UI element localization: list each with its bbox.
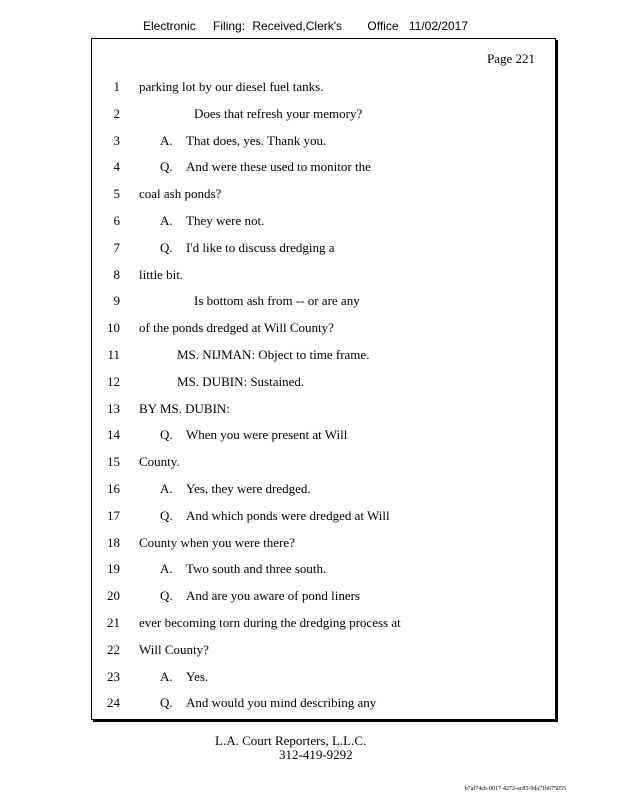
qa-label: A. [160, 132, 173, 148]
line-text: BY MS. DUBIN: [139, 400, 230, 416]
qa-text: When you were present at Will [186, 427, 348, 443]
qa-label: A. [160, 213, 173, 228]
qa-label: Q. [160, 427, 173, 443]
line-text: of the ponds dredged at Will County? [139, 320, 334, 336]
line-text [160, 669, 208, 685]
footer-company: L.A. Court Reporters, L.L.C. [215, 733, 367, 748]
line-text [160, 561, 326, 577]
line-number: 13 [107, 400, 120, 416]
line-number: 10 [107, 320, 120, 336]
line-text: Will County? [139, 641, 209, 657]
line-number: 14 [107, 427, 120, 443]
line-text [160, 695, 376, 711]
qa-label: Q. [160, 588, 173, 604]
line-number: 22 [107, 641, 120, 657]
line-number: 16 [107, 481, 120, 496]
line-text: County when you were there? [139, 534, 295, 550]
document-hash: b7af74cb-0017-4273-ac85-9da71b675055 [464, 786, 566, 792]
qa-label: A. [160, 561, 173, 577]
line-number: 7 [113, 239, 120, 255]
line-text: Is bottom ash from -- or are any [194, 293, 360, 309]
filing-header-received: Received,Clerk's [252, 19, 343, 33]
qa-text: I'd like to discuss dredging a [186, 239, 335, 255]
line-text [160, 133, 326, 149]
filing-header [143, 19, 468, 33]
line-number: 17 [107, 507, 120, 523]
qa-text: Yes, they were dredged. [186, 481, 311, 496]
filing-header-electronic: Electronic [143, 19, 196, 33]
page-number: Page 221 [486, 51, 535, 66]
transcript-page [91, 38, 556, 720]
line-number: 8 [113, 266, 120, 282]
filing-header-office: Office [367, 19, 399, 33]
line-number: 23 [107, 668, 120, 684]
line-text: MS. NIJMAN: Object to time frame. [177, 347, 370, 362]
qa-text: Two south and three south. [186, 561, 327, 577]
line-text: little bit. [139, 266, 184, 282]
line-text [160, 508, 390, 524]
qa-text: And would you mind describing any [186, 695, 377, 711]
qa-text: And were these used to monitor the [186, 159, 371, 175]
line-number: 21 [107, 615, 120, 630]
line-text [160, 159, 371, 175]
qa-text: And are you aware of pond liners [186, 588, 360, 604]
line-text [160, 481, 311, 497]
line-text: MS. DUBIN: Sustained. [177, 373, 305, 389]
filing-header-filing: Filing: [213, 19, 246, 33]
filing-header-date: 11/02/2017 [408, 19, 469, 33]
line-number: 6 [113, 213, 120, 228]
qa-text: Yes. [186, 668, 209, 684]
line-text [160, 213, 264, 229]
line-text [160, 588, 360, 604]
qa-label: A. [160, 668, 173, 684]
qa-label: Q. [160, 695, 173, 711]
line-number: 24 [107, 695, 120, 711]
line-number: 3 [113, 132, 120, 148]
line-text: parking lot by our diesel fuel tanks. [139, 79, 324, 94]
line-number: 20 [107, 588, 120, 604]
qa-label: A. [160, 481, 173, 496]
line-number: 4 [113, 159, 120, 175]
line-text: Does that refresh your memory? [194, 105, 363, 121]
line-number: 19 [107, 561, 120, 577]
qa-text: And which ponds were dredged at Will [186, 507, 390, 523]
qa-text: That does, yes. Thank you. [186, 132, 327, 148]
line-number: 9 [113, 293, 120, 309]
qa-label: Q. [160, 239, 173, 255]
line-number: 12 [107, 373, 120, 389]
line-text [160, 427, 347, 443]
line-number: 5 [113, 186, 120, 202]
line-text: ever becoming torn during the dredging process at [139, 615, 401, 630]
line-number: 11 [107, 347, 120, 362]
line-number: 2 [113, 105, 120, 121]
qa-text: They were not. [186, 213, 265, 228]
line-text: coal ash ponds? [139, 186, 222, 202]
footer-phone: 312-419-9292 [279, 747, 353, 762]
qa-label: Q. [160, 159, 173, 175]
line-number: 1 [113, 79, 120, 94]
qa-label: Q. [160, 507, 173, 523]
line-number: 18 [107, 534, 120, 550]
line-number: 15 [107, 454, 120, 470]
line-text: County. [139, 454, 180, 470]
line-text [160, 240, 335, 256]
